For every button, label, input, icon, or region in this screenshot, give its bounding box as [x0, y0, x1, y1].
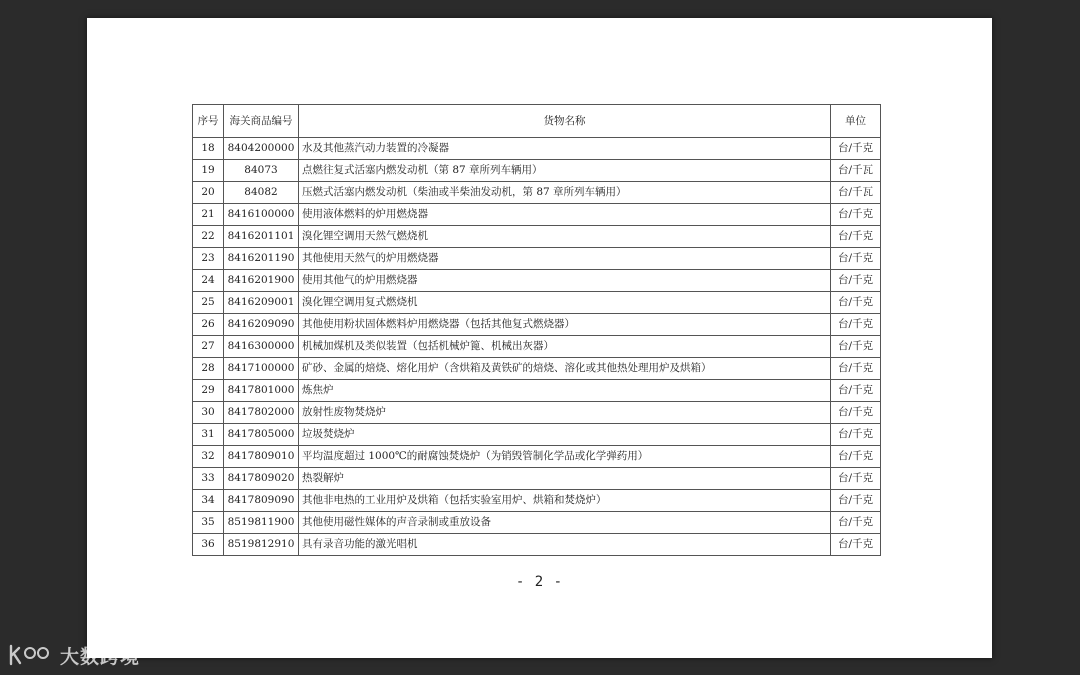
cell-unit: 台/千克: [831, 534, 881, 556]
cell-name: 其他非电热的工业用炉及烘箱（包括实验室用炉、烘箱和焚烧炉）: [299, 490, 831, 512]
cell-name: 炼焦炉: [299, 380, 831, 402]
table-row: [193, 204, 881, 226]
cell-code: 8519812910: [224, 534, 299, 556]
table-row: [193, 380, 881, 402]
cell-code: 8519811900: [224, 512, 299, 534]
cell-seq: 25: [193, 292, 224, 314]
cell-unit: 台/千克: [831, 336, 881, 358]
table-row: [193, 358, 881, 380]
cell-seq: 24: [193, 270, 224, 292]
header-unit: 单位: [831, 105, 881, 138]
goods-table: [192, 104, 881, 556]
cell-seq: 32: [193, 446, 224, 468]
cell-code: 8417809010: [224, 446, 299, 468]
cell-unit: 台/千克: [831, 226, 881, 248]
cell-name: 其他使用粉状固体燃料炉用燃烧器（包括其他复式燃烧器）: [299, 314, 831, 336]
cell-code: 8404200000: [224, 138, 299, 160]
cell-unit: 台/千克: [831, 204, 881, 226]
cell-seq: 19: [193, 160, 224, 182]
cell-name: 机械加煤机及类似装置（包括机械炉篦、机械出灰器）: [299, 336, 831, 358]
cell-seq: 28: [193, 358, 224, 380]
cell-unit: 台/千克: [831, 358, 881, 380]
cell-seq: 27: [193, 336, 224, 358]
cell-unit: 台/千克: [831, 270, 881, 292]
table-row: [193, 138, 881, 160]
table-header-row: [193, 105, 881, 138]
kjds-logo-icon: [8, 644, 54, 666]
cell-name: 使用其他气的炉用燃烧器: [299, 270, 831, 292]
cell-code: 8416209090: [224, 314, 299, 336]
cell-name: 水及其他蒸汽动力装置的冷凝器: [299, 138, 831, 160]
cell-name: 其他使用磁性媒体的声音录制或重放设备: [299, 512, 831, 534]
cell-name: 溴化锂空调用天然气燃烧机: [299, 226, 831, 248]
table-row: [193, 468, 881, 490]
cell-name: 点燃往复式活塞内燃发动机（第 87 章所列车辆用）: [299, 160, 831, 182]
table-row: [193, 160, 881, 182]
table-row: [193, 424, 881, 446]
watermark-text: 大数跨境: [60, 645, 141, 668]
table-row: [193, 248, 881, 270]
cell-code: 8416300000: [224, 336, 299, 358]
table-row: [193, 292, 881, 314]
cell-seq: 30: [193, 402, 224, 424]
header-name: 货物名称: [299, 105, 831, 138]
cell-code: 8417809020: [224, 468, 299, 490]
cell-seq: 33: [193, 468, 224, 490]
cell-seq: 23: [193, 248, 224, 270]
cell-unit: 台/千克: [831, 424, 881, 446]
cell-code: 8416100000: [224, 204, 299, 226]
cell-unit: 台/千克: [831, 248, 881, 270]
header-seq: 序号: [193, 105, 224, 138]
table-row: [193, 182, 881, 204]
cell-name: 热裂解炉: [299, 468, 831, 490]
cell-code: 8417809090: [224, 490, 299, 512]
cell-seq: 29: [193, 380, 224, 402]
cell-name: 垃圾焚烧炉: [299, 424, 831, 446]
cell-unit: 台/千瓦: [831, 160, 881, 182]
cell-code: 8416201101: [224, 226, 299, 248]
cell-unit: 台/千克: [831, 292, 881, 314]
table-row: [193, 270, 881, 292]
cell-code: 8416201190: [224, 248, 299, 270]
table-row: [193, 534, 881, 556]
cell-seq: 31: [193, 424, 224, 446]
cell-code: 8417805000: [224, 424, 299, 446]
cell-code: 8416209001: [224, 292, 299, 314]
page-number: - 2 -: [515, 574, 564, 590]
cell-name: 压燃式活塞内燃发动机（柴油或半柴油发动机，第 87 章所列车辆用）: [299, 182, 831, 204]
cell-code: 84073: [224, 160, 299, 182]
cell-code: 84082: [224, 182, 299, 204]
table-row: [193, 402, 881, 424]
cell-unit: 台/千克: [831, 490, 881, 512]
cell-seq: 34: [193, 490, 224, 512]
cell-seq: 35: [193, 512, 224, 534]
cell-unit: 台/千瓦: [831, 182, 881, 204]
cell-unit: 台/千克: [831, 512, 881, 534]
cell-name: 平均温度超过 1000℃的耐腐蚀焚烧炉（为销毁管制化学品或化学弹药用）: [299, 446, 831, 468]
cell-unit: 台/千克: [831, 138, 881, 160]
cell-unit: 台/千克: [831, 314, 881, 336]
table-row: [193, 490, 881, 512]
document-page: [87, 18, 992, 658]
cell-name: 使用液体燃料的炉用燃烧器: [299, 204, 831, 226]
cell-seq: 22: [193, 226, 224, 248]
cell-unit: 台/千克: [831, 446, 881, 468]
cell-seq: 26: [193, 314, 224, 336]
cell-name: 溴化锂空调用复式燃烧机: [299, 292, 831, 314]
table-row: [193, 226, 881, 248]
cell-seq: 18: [193, 138, 224, 160]
table-row: [193, 446, 881, 468]
cell-seq: 36: [193, 534, 224, 556]
cell-name: 其他使用天然气的炉用燃烧器: [299, 248, 831, 270]
cell-seq: 21: [193, 204, 224, 226]
cell-name: 具有录音功能的激光唱机: [299, 534, 831, 556]
cell-code: 8416201900: [224, 270, 299, 292]
cell-name: 矿砂、金属的焙烧、熔化用炉（含烘箱及黄铁矿的焙烧、溶化或其他热处理用炉及烘箱）: [299, 358, 831, 380]
cell-code: 8417802000: [224, 402, 299, 424]
cell-unit: 台/千克: [831, 402, 881, 424]
cell-code: 8417801000: [224, 380, 299, 402]
cell-code: 8417100000: [224, 358, 299, 380]
watermark: [8, 640, 140, 670]
cell-seq: 20: [193, 182, 224, 204]
cell-unit: 台/千克: [831, 468, 881, 490]
table-row: [193, 336, 881, 358]
table-row: [193, 314, 881, 336]
cell-unit: 台/千克: [831, 380, 881, 402]
table-row: [193, 512, 881, 534]
cell-name: 放射性废物焚烧炉: [299, 402, 831, 424]
header-code: 海关商品编号: [224, 105, 299, 138]
